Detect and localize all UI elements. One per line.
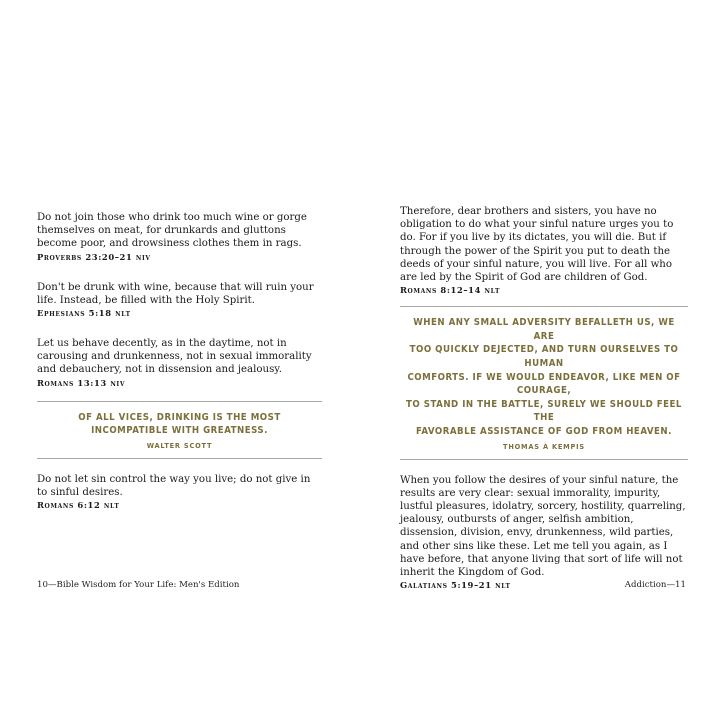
quote-author: WALTER SCOTT — [146, 441, 213, 450]
quote-line: TO STAND IN THE BATTLE, SURELY WE SHOULD FEEL THE — [406, 398, 682, 424]
verse-reference: Romans 8:12–14 nlt — [400, 285, 501, 296]
pull-quote — [400, 306, 688, 459]
verse-block — [37, 473, 322, 511]
verse-block — [37, 281, 322, 319]
quote-line: COMFORTS. IF WE WOULD ENDEAVOR, LIKE MEN OF COURAGE, — [407, 371, 681, 397]
verse-text: When you follow the desires of your sinful nature, the results are very clear: sexual immorality, impurity, lustful pleasures, idolatry, sorcery, hostility, quarreling, jealousy, outbursts of anger, selfish ambition, dissension, division, envy, drunkenness, wild parties, and other sins like these. Let me tell you again, as I have before, that anyone living that sort of life will not inherit the Kingdom of God. — [400, 474, 686, 578]
verse-block — [400, 205, 688, 296]
quote-line: WHEN ANY SMALL ADVERSITY BEFALLETH US, WE ARE — [413, 317, 675, 342]
quote-line: OF ALL VICES, DRINKING IS THE MOST — [78, 411, 281, 423]
quote-line: INCOMPATIBLE WITH GREATNESS. — [91, 425, 268, 437]
verse-text: Let us behave decently, as in the daytime, not in carousing and drunkenness, not in sexual immorality and debauchery, not in dissension and jealousy. — [37, 338, 312, 376]
right-page — [360, 0, 720, 720]
left-column — [37, 211, 322, 529]
verse-block — [37, 211, 322, 263]
verse-text: Do not let sin control the way you live; do not give in to sinful desires. — [37, 473, 311, 499]
verse-text: Therefore, dear brothers and sisters, you have no obligation to do what your sinful nature urges you to do. For if you live by its dictates, you will die. But if through the power of the Spirit you put to death the deeds of your sinful nature, you will live. For all who are led by the Spirit of God are children of God. — [400, 206, 674, 284]
page-footer-left: 10—Bible Wisdom for Your Life: Men's Edition — [37, 580, 240, 590]
verse-text: Don't be drunk with wine, because that will ruin your life. Instead, be filled with the Holy Spirit. — [37, 281, 314, 306]
verse-reference: Ephesians 5:18 nlt — [37, 308, 131, 319]
quote-author: THOMAS À KEMPIS — [503, 442, 585, 451]
right-column — [400, 205, 688, 609]
verse-reference: Romans 6:12 nlt — [37, 500, 120, 511]
quote-line: TOO QUICKLY DEJECTED, AND TURN OURSELVES TO HUMAN — [409, 344, 679, 369]
verse-reference: Galatians 5:19–21 nlt — [400, 580, 511, 591]
verse-reference: Romans 13:13 niv — [37, 377, 126, 388]
verse-block — [37, 337, 322, 389]
pull-quote — [37, 401, 322, 459]
page-footer-right: Addiction—11 — [624, 580, 686, 590]
verse-text: Do not join those who drink too much wine or gorge themselves on meat, for drunkards and gluttons become poor, and drowsiness clothes them in rags. — [37, 212, 307, 250]
verse-reference: Proverbs 23:20–21 niv — [37, 251, 151, 262]
verse-block — [400, 474, 688, 592]
quote-line: FAVORABLE ASSISTANCE OF GOD FROM HEAVEN. — [416, 425, 672, 437]
